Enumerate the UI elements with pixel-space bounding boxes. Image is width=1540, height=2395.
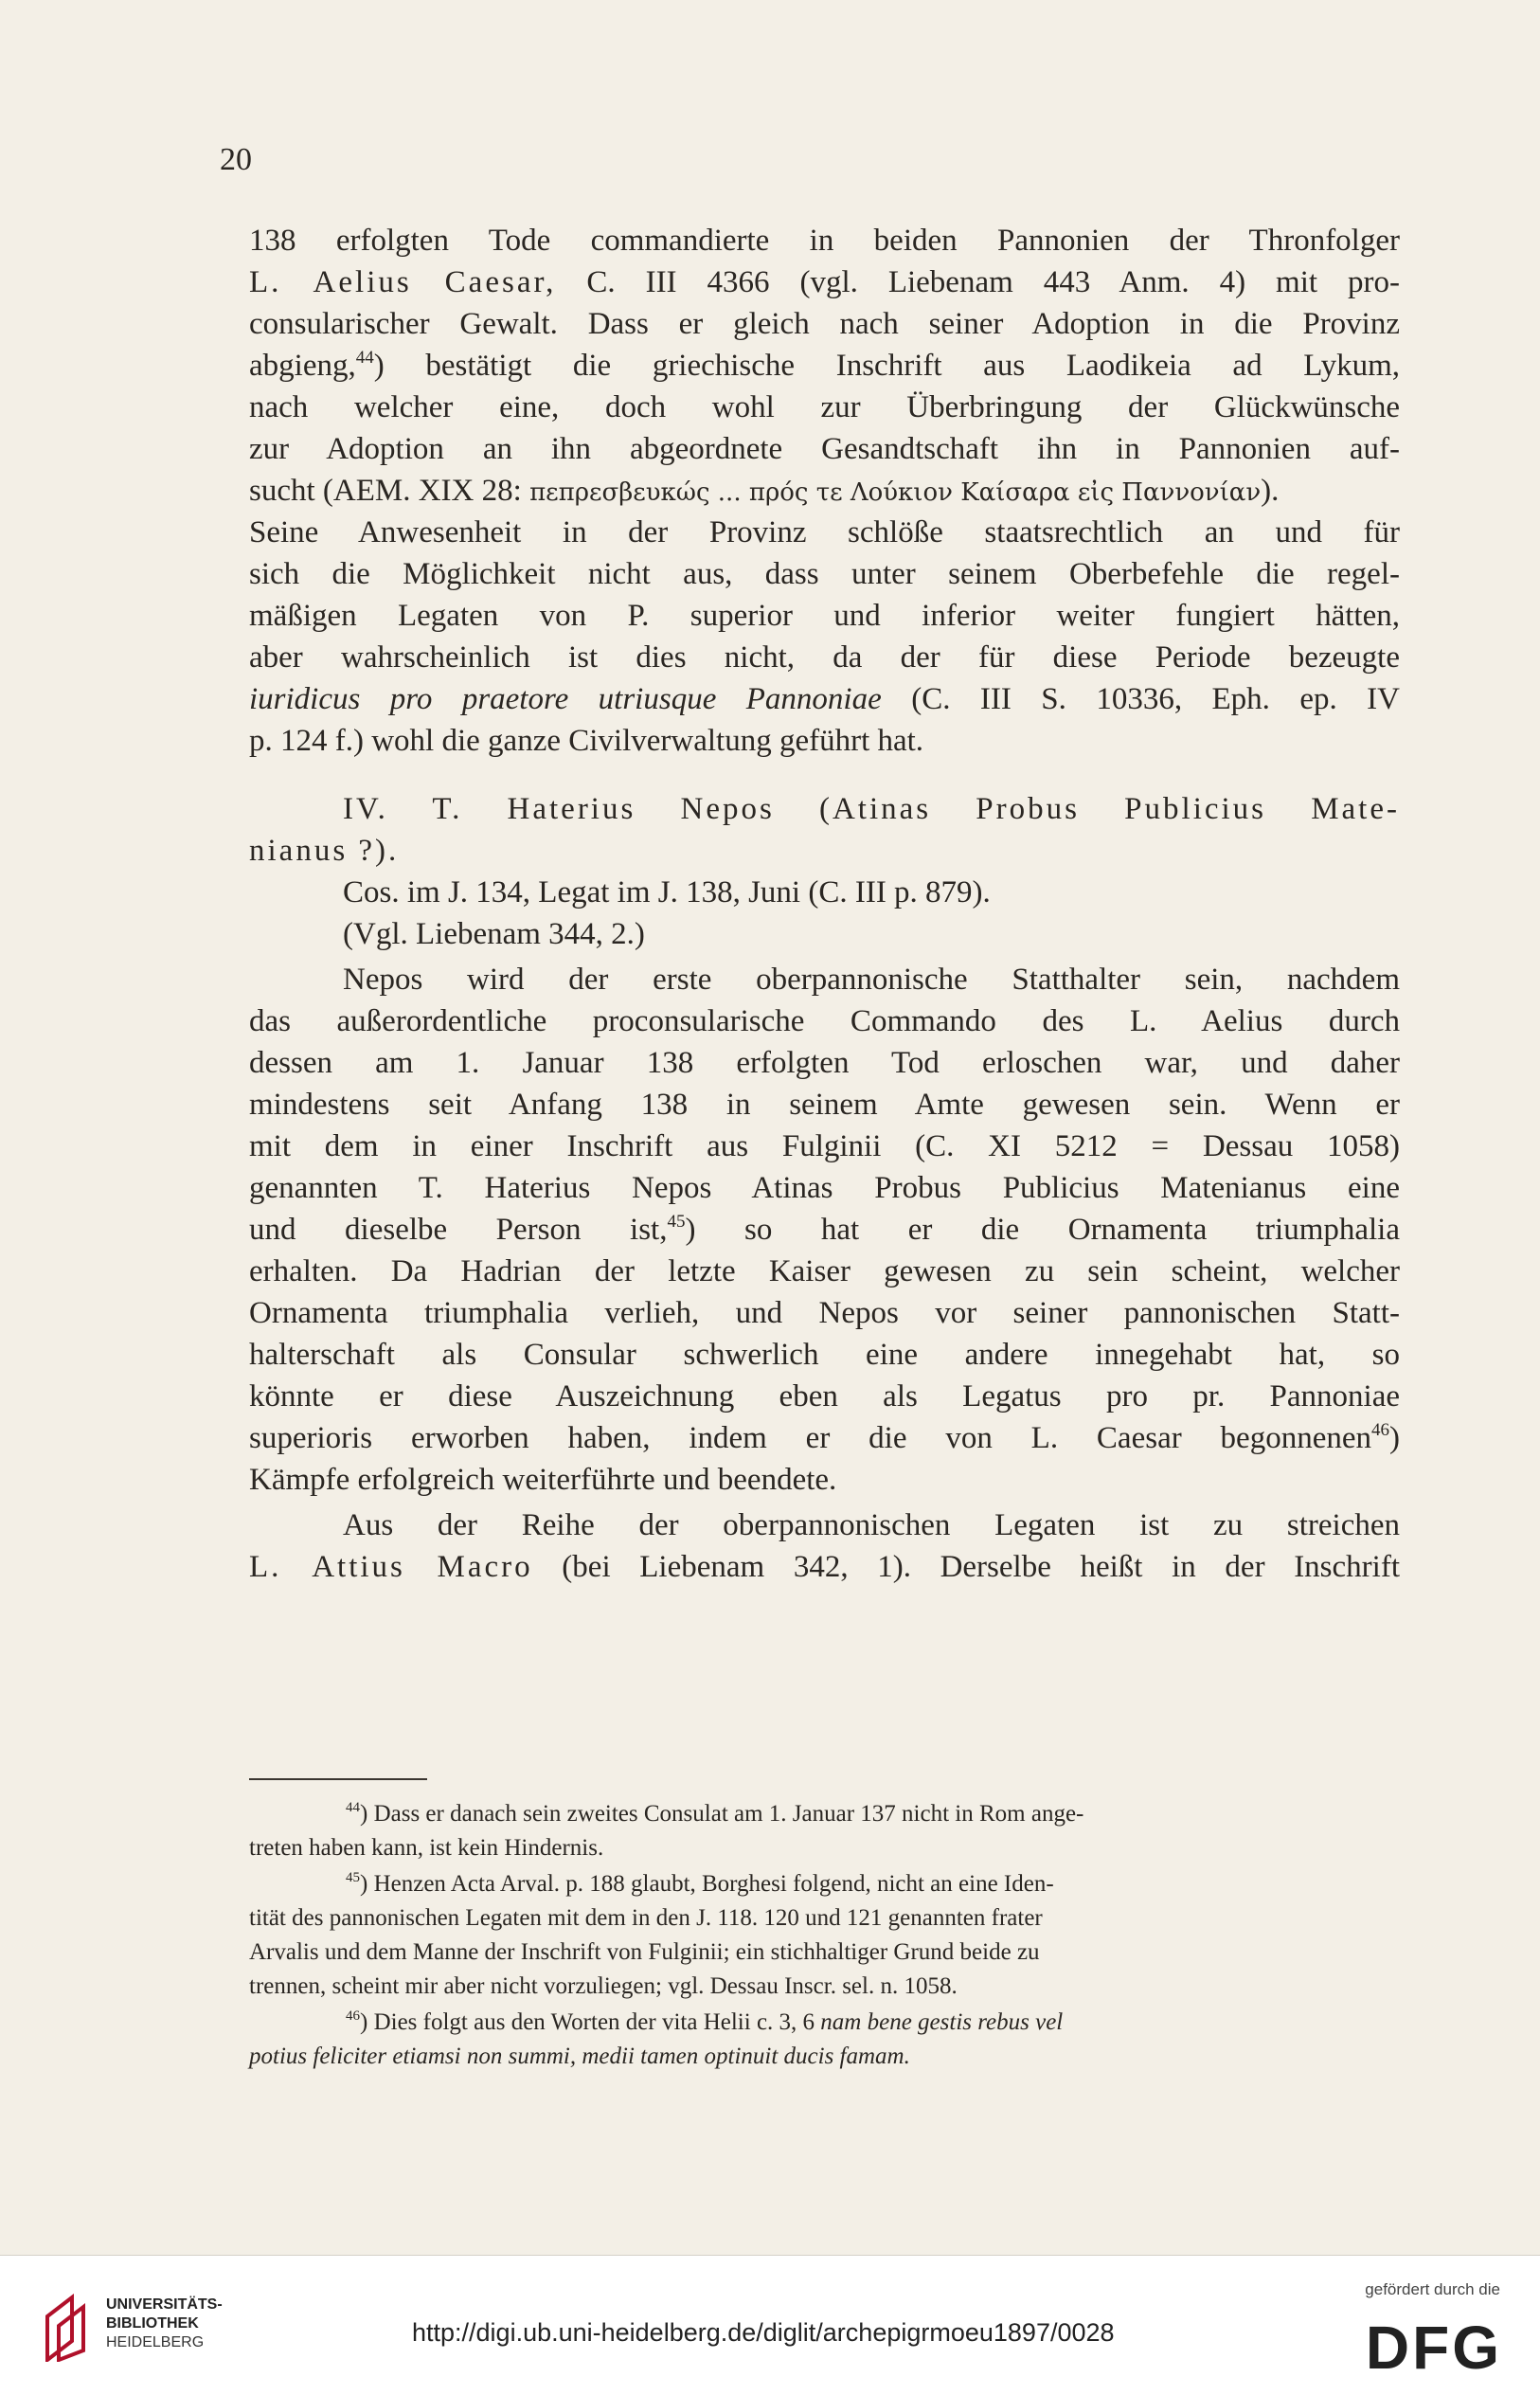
section-heading <box>249 836 1400 867</box>
text-line <box>249 559 1400 590</box>
text-run: mindestens seit Anfang 138 in seinem Amte gewesen sein. Wenn er <box>249 1088 1400 1122</box>
text-line <box>249 1131 1400 1162</box>
page-number: 20 <box>220 142 252 177</box>
text-run: ) so hat er die Ornamenta triumphalia <box>685 1213 1400 1247</box>
text-run: sich die Möglichkeit nicht aus, dass unter seinem Oberbefehle die regel- <box>249 557 1400 591</box>
text-run: (Vgl. Liebenam 344, 2.) <box>343 917 645 951</box>
footnote-45-cont <box>249 1940 1400 1964</box>
section-heading <box>343 794 1400 825</box>
footnote-text: ) Henzen Acta Arval. p. 188 glaubt, Borghesi folgend, nicht an eine Iden- <box>360 1871 1054 1897</box>
text-run: Cos. im J. 134, Legat im J. 138, Juni (C. III p. 879). <box>343 875 991 909</box>
heading-text: nianus ?). <box>249 834 400 868</box>
text-run: (C. III S. 10336, Eph. ep. IV <box>881 682 1400 716</box>
text-run: dessen am 1. Januar 138 erfolgten Tod erloschen war, und daher <box>249 1046 1400 1080</box>
text-line <box>249 348 1400 383</box>
text-line <box>249 225 1400 257</box>
footnote-45-cont <box>249 1906 1400 1930</box>
footer-bar <box>0 2255 1540 2395</box>
text-run: C. III 4366 (vgl. Liebenam 443 Anm. 4) mit pro- <box>556 265 1400 299</box>
text-run: consularischer Gewalt. Dass er gleich nach seiner Adoption in die Provinz <box>249 307 1400 341</box>
text-run: mit dem in einer Inschrift aus Fulginii (C. XI 5212 = Dessau 1058) <box>249 1129 1400 1163</box>
text-line <box>249 517 1400 549</box>
text-run: p. 124 f.) wohl die ganze Civilverwaltung geführt hat. <box>249 724 924 758</box>
text-line <box>249 1006 1400 1037</box>
footnote-ref[interactable]: 45 <box>667 1212 686 1232</box>
library-logo-icon <box>34 2294 95 2362</box>
footnote-mark: 44 <box>346 1800 360 1815</box>
footnote-latin-quote: potius feliciter etiamsi non summi, medii tamen optinuit ducis famam. <box>249 2044 910 2069</box>
text-run: Seine Anwesenheit in der Provinz schlöße staatsrechtlich an und für <box>249 515 1400 549</box>
library-line: UNIVERSITÄTS- <box>106 2296 223 2313</box>
dfg-logo: DFG <box>1365 2314 1502 2382</box>
text-run: ). <box>1261 474 1280 508</box>
text-run: aber wahrscheinlich ist dies nicht, da der für diese Periode bezeugte <box>249 640 1400 675</box>
greek-quote: πεπρεσβευκώς ... πρός τε Λούκιον Καίσαρα εἰς Παννονίαν <box>529 478 1262 507</box>
footnote-text: treten haben kann, ist kein Hindernis. <box>249 1835 604 1861</box>
text-line <box>343 964 1400 996</box>
footnote-latin-quote: nam bene gestis rebus vel <box>820 2009 1064 2035</box>
text-run: (bei Liebenam 342, 1). Derselbe heißt in der Inschrift <box>532 1550 1400 1584</box>
footnote-mark: 45 <box>346 1870 360 1885</box>
text-run: und dieselbe Person ist, <box>249 1213 668 1247</box>
italic-title: iuridicus pro praetore utriusque Pannoniae <box>249 682 882 716</box>
text-run: erhalten. Da Hadrian der letzte Kaiser gewesen zu sein scheint, welcher <box>249 1254 1400 1288</box>
text-line <box>343 1510 1400 1541</box>
text-line <box>249 1212 1400 1247</box>
text-run: könnte er diese Auszeichnung eben als Legatus pro pr. Pannoniae <box>249 1379 1400 1414</box>
footnote-45 <box>346 1872 1400 1896</box>
text-line <box>249 476 1400 507</box>
footnote-text: ) Dies folgt aus den Worten der vita Helii c. 3, 6 <box>360 2009 821 2035</box>
text-line <box>249 434 1400 465</box>
text-run: Aus der Reihe der oberpannonischen Legaten ist zu streichen <box>343 1508 1400 1542</box>
text-line <box>249 309 1400 340</box>
author-name: L. Attius Macro <box>249 1550 533 1584</box>
text-run: zur Adoption an ihn abgeordnete Gesandtschaft ihn in Pannonien auf- <box>249 432 1400 466</box>
text-line <box>249 1420 1400 1455</box>
library-name <box>106 2296 223 2352</box>
text-run: ) bestätigt die griechische Inschrift aus Laodikeia ad Lykum, <box>373 349 1400 383</box>
text-line <box>249 1298 1400 1329</box>
text-line <box>249 1340 1400 1371</box>
text-line <box>249 601 1400 632</box>
text-run: superioris erworben haben, indem er die von L. Caesar begonnenen <box>249 1421 1371 1455</box>
text-run: das außerordentliche proconsularische Commando des L. Aelius durch <box>249 1004 1400 1038</box>
text-run: genannten T. Haterius Nepos Atinas Probus Publicius Matenianus eine <box>249 1171 1400 1205</box>
library-line: BIBLIOTHEK <box>106 2315 199 2332</box>
footnote-divider <box>249 1778 427 1780</box>
text-line <box>249 726 1400 757</box>
footnote-text: tität des pannonischen Legaten mit dem in den J. 118. 120 und 121 genannten frater <box>249 1905 1043 1931</box>
text-line <box>249 1465 1400 1496</box>
footnote-44 <box>346 1802 1400 1826</box>
text-line <box>249 684 1400 715</box>
footnote-46-cont <box>249 2044 1400 2068</box>
text-line <box>249 1552 1400 1583</box>
text-run: mäßigen Legaten von P. superior und inferior weiter fungiert hätten, <box>249 599 1400 633</box>
footnote-text: ) Dass er danach sein zweites Consulat am 1. Januar 137 nicht in Rom ange- <box>360 1801 1084 1827</box>
text-run: ) <box>1389 1421 1400 1455</box>
text-line <box>249 1048 1400 1079</box>
text-run: sucht (AEM. XIX 28: <box>249 474 530 508</box>
text-line <box>249 392 1400 423</box>
footnote-45-cont <box>249 1974 1400 1998</box>
text-run: Nepos wird der erste oberpannonische Statthalter sein, nachdem <box>343 963 1400 997</box>
text-run: Kämpfe erfolgreich weiterführte und beendete. <box>249 1463 837 1497</box>
text-line <box>249 1381 1400 1413</box>
text-line <box>343 877 1494 909</box>
footnote-ref[interactable]: 44 <box>355 348 374 368</box>
permalink-url[interactable]: http://digi.ub.uni-heidelberg.de/diglit/archepigrmoeu1897/0028 <box>412 2318 1115 2347</box>
text-run: abgieng, <box>249 349 356 383</box>
text-line <box>343 919 1494 950</box>
text-line <box>249 1089 1400 1121</box>
text-line <box>249 642 1400 674</box>
text-line <box>249 267 1400 298</box>
author-name: L. Aelius Caesar, <box>249 265 557 299</box>
text-run: halterschaft als Consular schwerlich eine andere innegehabt hat, so <box>249 1338 1400 1372</box>
footnote-mark: 46 <box>346 2008 360 2024</box>
text-line <box>249 1173 1400 1204</box>
footnote-ref[interactable]: 46 <box>1371 1420 1389 1440</box>
footnote-46 <box>346 2010 1400 2034</box>
heading-text: IV. T. Haterius Nepos (Atinas Probus Publicius Mate- <box>343 792 1400 826</box>
footnote-text: trennen, scheint mir aber nicht vorzuliegen; vgl. Dessau Inscr. sel. n. 1058. <box>249 1973 958 1999</box>
funding-note: gefördert durch die <box>1365 2280 1500 2298</box>
text-run: nach welcher eine, doch wohl zur Überbringung der Glückwünsche <box>249 390 1400 424</box>
text-line <box>249 1256 1400 1288</box>
footnote-text: Arvalis und dem Manne der Inschrift von Fulginii; ein stichhaltiger Grund beide zu <box>249 1939 1040 1965</box>
footnote-44-cont <box>249 1836 1400 1860</box>
library-line: HEIDELBERG <box>106 2334 205 2350</box>
text-run: 138 erfolgten Tode commandierte in beiden Pannonien der Thronfolger <box>249 224 1400 258</box>
text-run: Ornamenta triumphalia verlieh, und Nepos vor seiner pannonischen Statt- <box>249 1296 1400 1330</box>
